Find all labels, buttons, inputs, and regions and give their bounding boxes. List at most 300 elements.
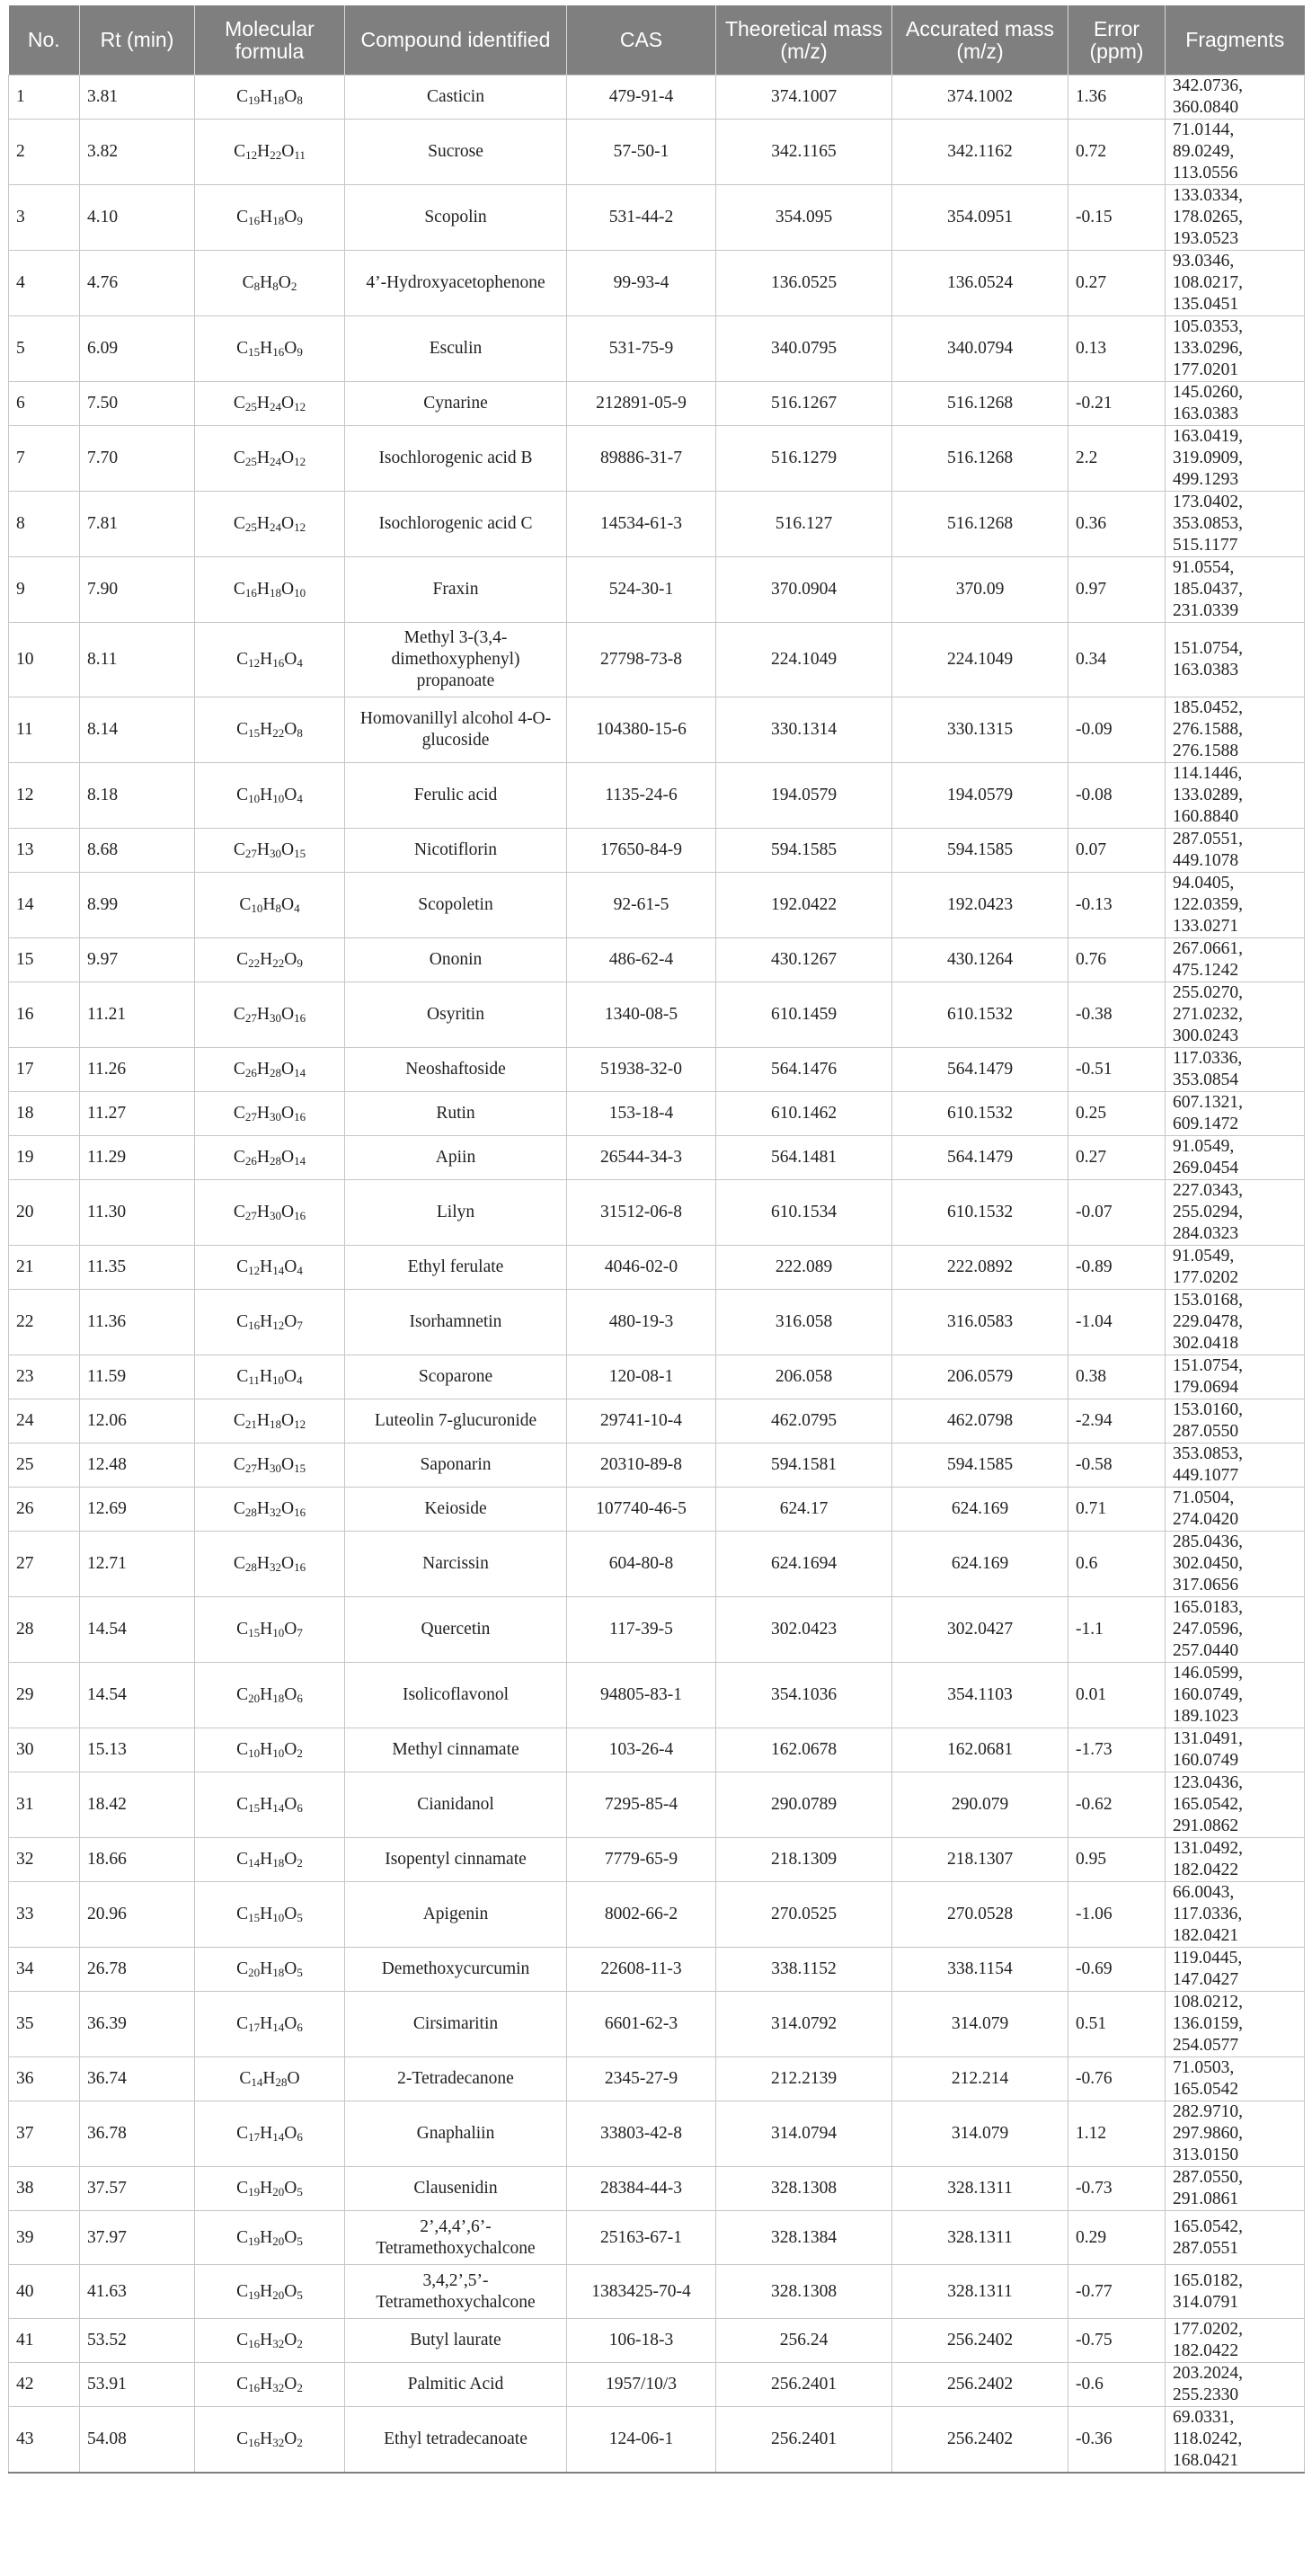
cell-no: 41	[9, 2319, 80, 2363]
cell-no: 16	[9, 982, 80, 1048]
table-row	[9, 2319, 1305, 2363]
header-compound: Compound identified	[345, 5, 567, 76]
cell-fragments: 173.0402, 353.0853, 515.1177	[1166, 492, 1305, 557]
cell-theoretical-mass: 516.1267	[716, 382, 892, 426]
cell-cas: 26544-34-3	[567, 1136, 716, 1180]
cell-compound: Cirsimaritin	[345, 1992, 567, 2057]
cell-cas: 28384-44-3	[567, 2167, 716, 2211]
table-row	[9, 1663, 1305, 1728]
table-row	[9, 1180, 1305, 1246]
cell-error: 0.07	[1068, 829, 1166, 873]
cell-no: 6	[9, 382, 80, 426]
cell-no: 11	[9, 697, 80, 763]
header-error: Error (ppm)	[1068, 5, 1166, 76]
cell-accurated-mass: 342.1162	[892, 120, 1068, 185]
cell-no: 17	[9, 1048, 80, 1092]
table-row	[9, 1355, 1305, 1399]
cell-cas: 479-91-4	[567, 76, 716, 120]
cell-compound: Apigenin	[345, 1882, 567, 1948]
cell-fragments: 227.0343, 255.0294, 284.0323	[1166, 1180, 1305, 1246]
table-row	[9, 1488, 1305, 1532]
cell-compound: Cianidanol	[345, 1772, 567, 1838]
cell-theoretical-mass: 564.1481	[716, 1136, 892, 1180]
table-row	[9, 829, 1305, 873]
cell-accurated-mass: 314.079	[892, 2101, 1068, 2167]
cell-rt: 11.36	[80, 1290, 195, 1355]
cell-cas: 29741-10-4	[567, 1399, 716, 1443]
cell-formula: $C_{16}H_{32}O_2$	[195, 2407, 345, 2474]
cell-cas: 27798-73-8	[567, 623, 716, 697]
cell-rt: 11.35	[80, 1246, 195, 1290]
cell-compound: 2’,4,4’,6’-Tetramethoxychalcone	[345, 2211, 567, 2265]
table-row	[9, 251, 1305, 316]
cell-error: -0.38	[1068, 982, 1166, 1048]
cell-theoretical-mass: 256.2401	[716, 2407, 892, 2474]
cell-cas: 124-06-1	[567, 2407, 716, 2474]
cell-rt: 18.66	[80, 1838, 195, 1882]
cell-theoretical-mass: 256.2401	[716, 2363, 892, 2407]
cell-accurated-mass: 624.169	[892, 1488, 1068, 1532]
cell-cas: 51938-32-0	[567, 1048, 716, 1092]
cell-compound: Apiin	[345, 1136, 567, 1180]
cell-formula: $C_{10}H_{10}O_4$	[195, 763, 345, 829]
cell-error: 0.76	[1068, 938, 1166, 982]
table-row	[9, 2265, 1305, 2319]
cell-theoretical-mass: 224.1049	[716, 623, 892, 697]
table-row	[9, 1882, 1305, 1948]
cell-fragments: 91.0554, 185.0437, 231.0339	[1166, 557, 1305, 623]
cell-fragments: 153.0168, 229.0478, 302.0418	[1166, 1290, 1305, 1355]
cell-compound: Saponarin	[345, 1443, 567, 1488]
cell-error: 0.71	[1068, 1488, 1166, 1532]
cell-error: -0.77	[1068, 2265, 1166, 2319]
cell-theoretical-mass: 222.089	[716, 1246, 892, 1290]
cell-no: 13	[9, 829, 80, 873]
cell-fragments: 267.0661, 475.1242	[1166, 938, 1305, 982]
cell-error: -0.15	[1068, 185, 1166, 251]
cell-rt: 37.57	[80, 2167, 195, 2211]
cell-theoretical-mass: 206.058	[716, 1355, 892, 1399]
cell-formula: $C_{10}H_8O_4$	[195, 873, 345, 938]
cell-compound: Homovanillyl alcohol 4-O-glucoside	[345, 697, 567, 763]
cell-formula: $C_{16}H_{18}O_9$	[195, 185, 345, 251]
cell-no: 33	[9, 1882, 80, 1948]
cell-no: 30	[9, 1728, 80, 1772]
cell-compound: Lilyn	[345, 1180, 567, 1246]
cell-theoretical-mass: 212.2139	[716, 2057, 892, 2101]
cell-theoretical-mass: 328.1308	[716, 2265, 892, 2319]
cell-no: 19	[9, 1136, 80, 1180]
table-row	[9, 557, 1305, 623]
cell-cas: 7295-85-4	[567, 1772, 716, 1838]
cell-theoretical-mass: 316.058	[716, 1290, 892, 1355]
cell-formula: $C_{14}H_{18}O_2$	[195, 1838, 345, 1882]
table-row	[9, 2407, 1305, 2474]
cell-error: 0.01	[1068, 1663, 1166, 1728]
cell-cas: 1383425-70-4	[567, 2265, 716, 2319]
cell-theoretical-mass: 354.1036	[716, 1663, 892, 1728]
cell-theoretical-mass: 594.1585	[716, 829, 892, 873]
cell-compound: Casticin	[345, 76, 567, 120]
cell-formula: $C_{10}H_{10}O_2$	[195, 1728, 345, 1772]
cell-formula: $C_{27}H_{30}O_{15}$	[195, 1443, 345, 1488]
cell-compound: Ononin	[345, 938, 567, 982]
cell-accurated-mass: 462.0798	[892, 1399, 1068, 1443]
cell-formula: $C_{15}H_{14}O_6$	[195, 1772, 345, 1838]
compound-table-container	[8, 5, 1304, 2474]
compound-table	[8, 5, 1305, 2474]
table-row	[9, 1532, 1305, 1597]
header-accurated-mass: Accurated mass (m/z)	[892, 5, 1068, 76]
cell-rt: 15.13	[80, 1728, 195, 1772]
cell-error: 0.27	[1068, 251, 1166, 316]
cell-compound: Fraxin	[345, 557, 567, 623]
cell-compound: Quercetin	[345, 1597, 567, 1663]
cell-error: -0.75	[1068, 2319, 1166, 2363]
cell-no: 3	[9, 185, 80, 251]
cell-formula: $C_{25}H_{24}O_{12}$	[195, 426, 345, 492]
cell-theoretical-mass: 328.1308	[716, 2167, 892, 2211]
cell-fragments: 71.0504, 274.0420	[1166, 1488, 1305, 1532]
cell-formula: $C_{20}H_{18}O_6$	[195, 1663, 345, 1728]
cell-cas: 486-62-4	[567, 938, 716, 982]
cell-compound: Narcissin	[345, 1532, 567, 1597]
cell-accurated-mass: 162.0681	[892, 1728, 1068, 1772]
cell-no: 40	[9, 2265, 80, 2319]
cell-cas: 57-50-1	[567, 120, 716, 185]
cell-compound: Luteolin 7-glucuronide	[345, 1399, 567, 1443]
cell-no: 14	[9, 873, 80, 938]
cell-rt: 7.81	[80, 492, 195, 557]
cell-error: -0.08	[1068, 763, 1166, 829]
cell-cas: 14534-61-3	[567, 492, 716, 557]
table-row	[9, 2057, 1305, 2101]
cell-theoretical-mass: 624.1694	[716, 1532, 892, 1597]
cell-no: 7	[9, 426, 80, 492]
cell-error: 0.6	[1068, 1532, 1166, 1597]
cell-formula: $C_{17}H_{14}O_6$	[195, 1992, 345, 2057]
cell-no: 12	[9, 763, 80, 829]
table-body	[9, 76, 1305, 2474]
cell-fragments: 133.0334, 178.0265, 193.0523	[1166, 185, 1305, 251]
cell-fragments: 282.9710, 297.9860, 313.0150	[1166, 2101, 1305, 2167]
table-row	[9, 382, 1305, 426]
header-formula: Molecular formula	[195, 5, 345, 76]
cell-no: 32	[9, 1838, 80, 1882]
cell-error: 0.34	[1068, 623, 1166, 697]
cell-cas: 531-44-2	[567, 185, 716, 251]
cell-rt: 41.63	[80, 2265, 195, 2319]
cell-cas: 153-18-4	[567, 1092, 716, 1136]
cell-formula: $C_{19}H_{20}O_5$	[195, 2211, 345, 2265]
cell-error: -0.73	[1068, 2167, 1166, 2211]
cell-compound: Esculin	[345, 316, 567, 382]
cell-no: 20	[9, 1180, 80, 1246]
cell-cas: 22608-11-3	[567, 1948, 716, 1992]
table-row	[9, 1246, 1305, 1290]
table-row	[9, 1728, 1305, 1772]
cell-cas: 531-75-9	[567, 316, 716, 382]
cell-cas: 33803-42-8	[567, 2101, 716, 2167]
cell-error: 0.29	[1068, 2211, 1166, 2265]
cell-theoretical-mass: 136.0525	[716, 251, 892, 316]
cell-cas: 94805-83-1	[567, 1663, 716, 1728]
table-row	[9, 120, 1305, 185]
cell-fragments: 255.0270, 271.0232, 300.0243	[1166, 982, 1305, 1048]
cell-accurated-mass: 302.0427	[892, 1597, 1068, 1663]
cell-no: 36	[9, 2057, 80, 2101]
cell-theoretical-mass: 290.0789	[716, 1772, 892, 1838]
cell-compound: Scopolin	[345, 185, 567, 251]
cell-compound: Nicotiflorin	[345, 829, 567, 873]
cell-rt: 7.90	[80, 557, 195, 623]
cell-theoretical-mass: 564.1476	[716, 1048, 892, 1092]
cell-accurated-mass: 330.1315	[892, 697, 1068, 763]
cell-no: 18	[9, 1092, 80, 1136]
cell-accurated-mass: 192.0423	[892, 873, 1068, 938]
cell-fragments: 153.0160, 287.0550	[1166, 1399, 1305, 1443]
cell-no: 39	[9, 2211, 80, 2265]
cell-compound: Isorhamnetin	[345, 1290, 567, 1355]
cell-error: 0.97	[1068, 557, 1166, 623]
cell-fragments: 607.1321, 609.1472	[1166, 1092, 1305, 1136]
cell-cas: 104380-15-6	[567, 697, 716, 763]
cell-cas: 6601-62-3	[567, 1992, 716, 2057]
cell-error: 2.2	[1068, 426, 1166, 492]
cell-no: 35	[9, 1992, 80, 2057]
table-row	[9, 1838, 1305, 1882]
cell-rt: 36.74	[80, 2057, 195, 2101]
cell-compound: Methyl cinnamate	[345, 1728, 567, 1772]
cell-rt: 53.91	[80, 2363, 195, 2407]
cell-cas: 20310-89-8	[567, 1443, 716, 1488]
cell-accurated-mass: 328.1311	[892, 2167, 1068, 2211]
table-row	[9, 1443, 1305, 1488]
cell-accurated-mass: 290.079	[892, 1772, 1068, 1838]
cell-compound: Neoshaftoside	[345, 1048, 567, 1092]
cell-theoretical-mass: 256.24	[716, 2319, 892, 2363]
cell-theoretical-mass: 314.0794	[716, 2101, 892, 2167]
table-row	[9, 1772, 1305, 1838]
cell-error: 0.38	[1068, 1355, 1166, 1399]
cell-no: 31	[9, 1772, 80, 1838]
cell-formula: $C_{27}H_{30}O_{15}$	[195, 829, 345, 873]
cell-accurated-mass: 338.1154	[892, 1948, 1068, 1992]
table-row	[9, 2167, 1305, 2211]
cell-fragments: 185.0452, 276.1588, 276.1588	[1166, 697, 1305, 763]
cell-cas: 1340-08-5	[567, 982, 716, 1048]
cell-fragments: 131.0492, 182.0422	[1166, 1838, 1305, 1882]
cell-accurated-mass: 624.169	[892, 1532, 1068, 1597]
cell-rt: 20.96	[80, 1882, 195, 1948]
cell-rt: 9.97	[80, 938, 195, 982]
cell-error: -0.51	[1068, 1048, 1166, 1092]
cell-no: 15	[9, 938, 80, 982]
cell-theoretical-mass: 370.0904	[716, 557, 892, 623]
header-no: No.	[9, 5, 80, 76]
cell-no: 1	[9, 76, 80, 120]
header-rt: Rt (min)	[80, 5, 195, 76]
cell-error: 0.72	[1068, 120, 1166, 185]
cell-accurated-mass: 516.1268	[892, 492, 1068, 557]
cell-accurated-mass: 224.1049	[892, 623, 1068, 697]
cell-fragments: 117.0336, 353.0854	[1166, 1048, 1305, 1092]
cell-compound: Gnaphaliin	[345, 2101, 567, 2167]
cell-accurated-mass: 516.1268	[892, 382, 1068, 426]
cell-accurated-mass: 212.214	[892, 2057, 1068, 2101]
cell-accurated-mass: 564.1479	[892, 1136, 1068, 1180]
table-row	[9, 76, 1305, 120]
cell-compound: Keioside	[345, 1488, 567, 1532]
cell-accurated-mass: 594.1585	[892, 829, 1068, 873]
table-row	[9, 492, 1305, 557]
table-row	[9, 185, 1305, 251]
cell-fragments: 151.0754, 179.0694	[1166, 1355, 1305, 1399]
cell-compound: Sucrose	[345, 120, 567, 185]
cell-no: 9	[9, 557, 80, 623]
cell-cas: 89886-31-7	[567, 426, 716, 492]
cell-rt: 12.06	[80, 1399, 195, 1443]
cell-no: 29	[9, 1663, 80, 1728]
cell-cas: 212891-05-9	[567, 382, 716, 426]
cell-accurated-mass: 370.09	[892, 557, 1068, 623]
table-row	[9, 1048, 1305, 1092]
cell-rt: 14.54	[80, 1663, 195, 1728]
cell-no: 37	[9, 2101, 80, 2167]
cell-error: 0.27	[1068, 1136, 1166, 1180]
cell-no: 42	[9, 2363, 80, 2407]
cell-error: -1.06	[1068, 1882, 1166, 1948]
cell-cas: 1135-24-6	[567, 763, 716, 829]
cell-compound: Butyl laurate	[345, 2319, 567, 2363]
cell-theoretical-mass: 330.1314	[716, 697, 892, 763]
cell-formula: $C_{21}H_{18}O_{12}$	[195, 1399, 345, 1443]
cell-fragments: 146.0599, 160.0749, 189.1023	[1166, 1663, 1305, 1728]
cell-error: -0.13	[1068, 873, 1166, 938]
cell-formula: $C_{19}H_{20}O_5$	[195, 2167, 345, 2211]
cell-rt: 11.30	[80, 1180, 195, 1246]
cell-formula: $C_{27}H_{30}O_{16}$	[195, 1180, 345, 1246]
cell-accurated-mass: 256.2402	[892, 2363, 1068, 2407]
cell-rt: 8.18	[80, 763, 195, 829]
cell-rt: 4.10	[80, 185, 195, 251]
table-row	[9, 697, 1305, 763]
header-row	[9, 5, 1305, 76]
cell-formula: $C_{14}H_{28}O$	[195, 2057, 345, 2101]
cell-fragments: 287.0551, 449.1078	[1166, 829, 1305, 873]
cell-rt: 11.59	[80, 1355, 195, 1399]
cell-theoretical-mass: 354.095	[716, 185, 892, 251]
cell-no: 25	[9, 1443, 80, 1488]
cell-compound: Scopoletin	[345, 873, 567, 938]
cell-error: 0.51	[1068, 1992, 1166, 2057]
cell-compound: Rutin	[345, 1092, 567, 1136]
cell-error: 0.36	[1068, 492, 1166, 557]
cell-accurated-mass: 610.1532	[892, 1180, 1068, 1246]
cell-no: 5	[9, 316, 80, 382]
cell-rt: 18.42	[80, 1772, 195, 1838]
cell-error: -0.58	[1068, 1443, 1166, 1488]
table-row	[9, 1948, 1305, 1992]
table-row	[9, 1290, 1305, 1355]
cell-fragments: 71.0503, 165.0542	[1166, 2057, 1305, 2101]
cell-rt: 8.99	[80, 873, 195, 938]
cell-formula: $C_{26}H_{28}O_{14}$	[195, 1136, 345, 1180]
cell-accurated-mass: 270.0528	[892, 1882, 1068, 1948]
table-row	[9, 1092, 1305, 1136]
cell-theoretical-mass: 192.0422	[716, 873, 892, 938]
cell-compound: 3,4,2’,5’-Tetramethoxychalcone	[345, 2265, 567, 2319]
cell-fragments: 66.0043, 117.0336, 182.0421	[1166, 1882, 1305, 1948]
cell-fragments: 91.0549, 269.0454	[1166, 1136, 1305, 1180]
cell-compound: Isopentyl cinnamate	[345, 1838, 567, 1882]
cell-rt: 3.81	[80, 76, 195, 120]
cell-error: -0.76	[1068, 2057, 1166, 2101]
cell-rt: 8.68	[80, 829, 195, 873]
cell-formula: $C_{19}H_{20}O_5$	[195, 2265, 345, 2319]
cell-fragments: 203.2024, 255.2330	[1166, 2363, 1305, 2407]
cell-cas: 17650-84-9	[567, 829, 716, 873]
cell-no: 26	[9, 1488, 80, 1532]
cell-no: 22	[9, 1290, 80, 1355]
cell-fragments: 165.0182, 314.0791	[1166, 2265, 1305, 2319]
cell-error: -1.73	[1068, 1728, 1166, 1772]
cell-formula: $C_{27}H_{30}O_{16}$	[195, 1092, 345, 1136]
cell-rt: 7.70	[80, 426, 195, 492]
cell-formula: $C_{15}H_{10}O_5$	[195, 1882, 345, 1948]
cell-accurated-mass: 222.0892	[892, 1246, 1068, 1290]
cell-compound: Scoparone	[345, 1355, 567, 1399]
cell-error: 0.13	[1068, 316, 1166, 382]
cell-rt: 11.21	[80, 982, 195, 1048]
cell-rt: 36.39	[80, 1992, 195, 2057]
cell-fragments: 94.0405, 122.0359, 133.0271	[1166, 873, 1305, 938]
cell-theoretical-mass: 328.1384	[716, 2211, 892, 2265]
cell-formula: $C_{11}H_{10}O_4$	[195, 1355, 345, 1399]
cell-formula: $C_{16}H_{18}O_{10}$	[195, 557, 345, 623]
cell-formula: $C_{28}H_{32}O_{16}$	[195, 1532, 345, 1597]
cell-accurated-mass: 206.0579	[892, 1355, 1068, 1399]
table-row	[9, 873, 1305, 938]
cell-theoretical-mass: 610.1462	[716, 1092, 892, 1136]
header-cas: CAS	[567, 5, 716, 76]
table-row	[9, 1136, 1305, 1180]
cell-compound: Clausenidin	[345, 2167, 567, 2211]
cell-cas: 25163-67-1	[567, 2211, 716, 2265]
cell-fragments: 105.0353, 133.0296, 177.0201	[1166, 316, 1305, 382]
cell-no: 23	[9, 1355, 80, 1399]
cell-formula: $C_{27}H_{30}O_{16}$	[195, 982, 345, 1048]
cell-fragments: 108.0212, 136.0159, 254.0577	[1166, 1992, 1305, 2057]
cell-accurated-mass: 564.1479	[892, 1048, 1068, 1092]
cell-accurated-mass: 430.1264	[892, 938, 1068, 982]
cell-compound: Ferulic acid	[345, 763, 567, 829]
cell-rt: 4.76	[80, 251, 195, 316]
cell-fragments: 151.0754, 163.0383	[1166, 623, 1305, 697]
cell-accurated-mass: 374.1002	[892, 76, 1068, 120]
cell-rt: 37.97	[80, 2211, 195, 2265]
cell-formula: $C_{28}H_{32}O_{16}$	[195, 1488, 345, 1532]
cell-formula: $C_{26}H_{28}O_{14}$	[195, 1048, 345, 1092]
cell-formula: $C_{25}H_{24}O_{12}$	[195, 492, 345, 557]
cell-fragments: 93.0346, 108.0217, 135.0451	[1166, 251, 1305, 316]
cell-accurated-mass: 194.0579	[892, 763, 1068, 829]
cell-fragments: 285.0436, 302.0450, 317.0656	[1166, 1532, 1305, 1597]
cell-accurated-mass: 218.1307	[892, 1838, 1068, 1882]
cell-cas: 31512-06-8	[567, 1180, 716, 1246]
cell-rt: 6.09	[80, 316, 195, 382]
cell-error: -0.07	[1068, 1180, 1166, 1246]
